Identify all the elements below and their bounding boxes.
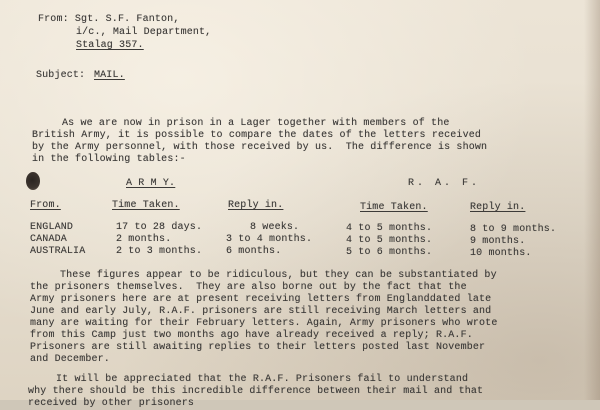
body-line-3: Army prisoners here are at present receiving letters from Englanddated late [30, 294, 492, 305]
table-row-canada-raf-time: 4 to 5 months. [346, 235, 433, 246]
table-row-australia-from: AUSTRALIA [30, 246, 86, 257]
body-line-8: and December. [30, 354, 110, 365]
closing-line-1: It will be appreciated that the R.A.F. Prisoners fail to understand [56, 374, 469, 385]
intro-line-2: British Army, it is possible to compare the dates of the letters received [32, 130, 482, 141]
body-line-5: many are waiting for their February letters. Again, Army prisoners who wrote [30, 318, 498, 329]
body-line-4: June and early July, R.A.F. prisoners are still receiving March letters and [30, 306, 492, 317]
table-header-reply-army: Reply in. [228, 200, 284, 211]
table-row-australia-raf-time: 5 to 6 months. [346, 247, 433, 258]
body-line-1: These figures appear to be ridiculous, but they can be substantiated by [60, 270, 497, 281]
camp-line: Stalag 357. [76, 40, 144, 51]
table-row-australia-raf-reply: 10 months. [470, 248, 532, 259]
intro-line-3: by the Army personnel, with those received by us. The difference is shown [32, 142, 488, 153]
table-row-england-army-time: 17 to 28 days. [116, 222, 203, 233]
intro-line-1: As we are now in prison in a Lager together with members of the [62, 118, 450, 129]
table-row-england-from: ENGLAND [30, 222, 74, 233]
table-row-england-raf-time: 4 to 5 months. [346, 223, 433, 234]
punch-hole [26, 172, 40, 190]
subject-value: MAIL. [94, 70, 125, 81]
table-header-time-raf: Time Taken. [360, 202, 428, 213]
table-row-canada-from: CANADA [30, 234, 67, 245]
table-row-australia-army-time: 2 to 3 months. [116, 246, 203, 257]
table-header-reply-raf: Reply in. [470, 202, 526, 213]
closing-line-2: why there should be this incredible difference between their mail and that [28, 386, 484, 397]
closing-line-3: received by other prisoners [28, 398, 195, 409]
table-row-england-raf-reply: 8 to 9 months. [470, 224, 557, 235]
body-line-6: from this Camp just two months ago have already received a reply; R.A.F. [30, 330, 473, 341]
body-line-2: the prisoners themselves. They are also borne out by the fact that the [30, 282, 467, 293]
table-group-raf: R. A. F. [408, 178, 481, 189]
page-edge-shadow [584, 0, 600, 400]
table-header-time-army: Time Taken. [112, 200, 180, 211]
department-line: i/c., Mail Department, [76, 27, 212, 38]
from-line: From: Sgt. S.F. Fanton, [38, 14, 180, 25]
intro-line-4: in the following tables:- [32, 154, 186, 165]
table-group-army: A R M Y. [126, 178, 176, 189]
table-row-canada-army-reply: 3 to 4 months. [226, 234, 313, 245]
body-line-7: Prisoners are still awaiting replies to their letters posted last November [30, 342, 486, 353]
table-row-england-army-reply: 8 weeks. [250, 222, 300, 233]
table-row-canada-raf-reply: 9 months. [470, 236, 526, 247]
table-header-from: From. [30, 200, 61, 211]
subject-label: Subject: [36, 70, 86, 81]
table-row-australia-army-reply: 6 months. [226, 246, 282, 257]
table-row-canada-army-time: 2 months. [116, 234, 172, 245]
